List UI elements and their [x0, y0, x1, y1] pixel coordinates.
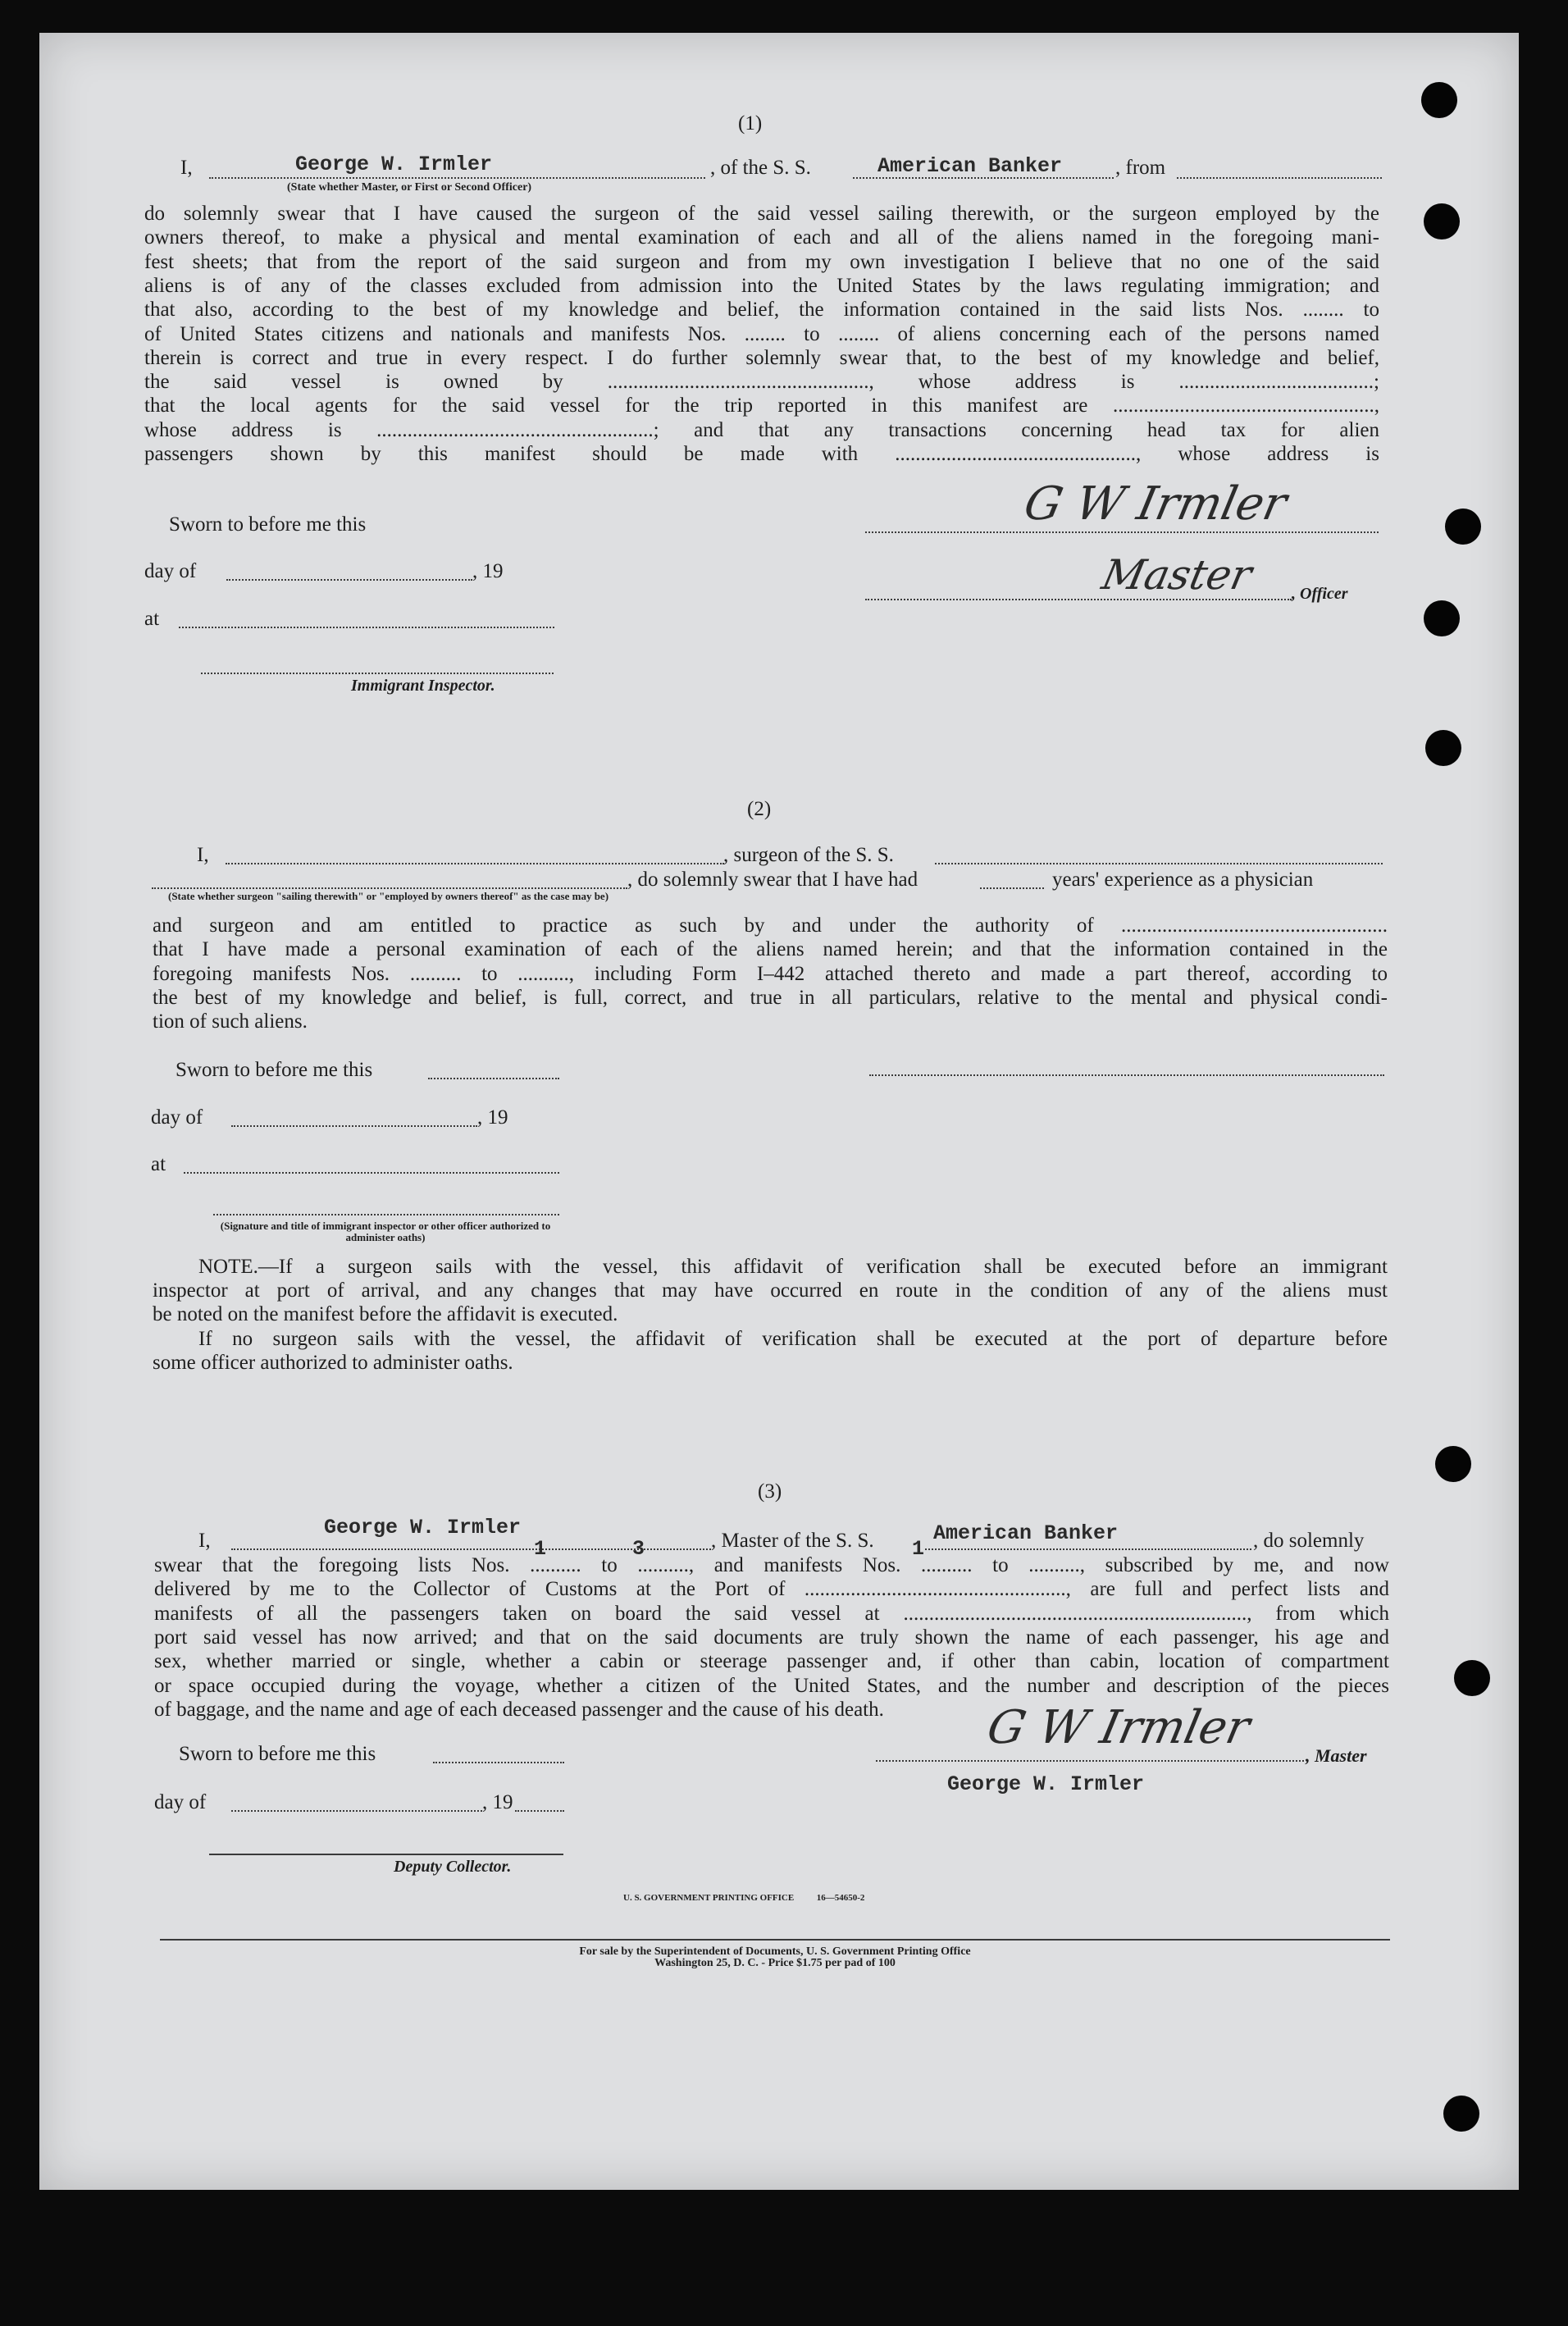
punch-hole	[1424, 600, 1460, 636]
year-label-1: , 19	[472, 560, 504, 582]
body-line: foregoing manifests Nos. .......... to .........., including Form I–442 attached thereto and made a part thereof, according to	[153, 962, 1388, 985]
day-of-label-2: day of	[151, 1106, 203, 1129]
punch-hole	[1421, 82, 1457, 118]
note-line-2: inspector at port of arrival, and any changes that may have occurred en route in the condition of any of the aliens must	[153, 1279, 1388, 1302]
master-name-3: George W. Irmler	[324, 1516, 522, 1539]
body-line: passengers shown by this manifest should be made with ..............................................., whose address is	[144, 443, 1379, 465]
punch-hole	[1443, 2096, 1479, 2132]
year-label-3: , 19	[482, 1791, 513, 1813]
section2-caption: (State whether surgeon "sailing therewith" or "employed by owners thereof" as the case may be)	[168, 890, 609, 902]
body-line: or space occupied during the voyage, whether a citizen of the United States, and the number and description of the pieces	[154, 1674, 1389, 1697]
body-line: that the local agents for the said vessel for the trip reported in this manifest are ...................................................,	[144, 395, 1379, 417]
body-line: aliens is of any of the classes excluded from admission into the United States by the laws regulating immigration; and	[144, 274, 1379, 297]
master-signature-1: G W Irmler	[1019, 477, 1292, 531]
year-label-2: , 19	[477, 1106, 508, 1129]
body-line: the best of my knowledge and belief, is full, correct, and true in all particulars, relative to the mental and physical condi-	[153, 986, 1388, 1009]
inspector-label: Immigrant Inspector.	[351, 677, 495, 695]
sworn-label-2: Sworn to before me this	[175, 1059, 373, 1081]
master-label: , Master	[1306, 1745, 1367, 1766]
body-line: that I have made a personal examination of each of the aliens named herein; and that the information contained in the	[153, 938, 1388, 961]
section1-caption: (State whether Master, or First or Second Officer)	[287, 181, 532, 194]
master-title-handwritten: Master	[1097, 551, 1256, 599]
sale-line-2: Washington 25, D. C. - Price $1.75 per pad of 100	[654, 1957, 896, 1969]
body-line: of baggage, and the name and age of each deceased passenger and the cause of his death.	[154, 1698, 884, 1721]
section1-prefix: I,	[180, 157, 193, 179]
sale-line-1: For sale by the Superintendent of Documents, U. S. Government Printing Office	[579, 1945, 971, 1958]
body-line: that also, according to the best of my knowledge and belief, the information contained in the said lists Nos. ........ to	[144, 299, 1379, 322]
note2-line-1: If no surgeon sails with the vessel, the affidavit of verification shall be executed at the port of departure before	[198, 1328, 1388, 1350]
note-line-1: NOTE.—If a surgeon sails with the vessel, this affidavit of verification shall be executed before an immigrant	[198, 1256, 1388, 1278]
body-line: sex, whether married or single, whether a cabin or steerage passenger and, if other than cabin, location of compartment	[154, 1650, 1389, 1673]
punch-hole	[1425, 730, 1461, 766]
punch-hole	[1445, 509, 1481, 545]
note2-line-2: some officer authorized to administer oaths.	[153, 1352, 513, 1374]
do-solemnly-label: , do solemnly	[1253, 1530, 1365, 1552]
body-line: delivered by me to the Collector of Customs at the Port of ..................................................., are full and perfect lists and	[154, 1578, 1389, 1601]
surgeon-of-label: , surgeon of the S. S.	[723, 844, 894, 866]
years-label: years' experience as a physician	[1052, 869, 1314, 891]
body-line: fest sheets; that from the report of the said surgeon and from my own investigation I believe that no one of the said	[144, 250, 1379, 273]
manifest-from: 1	[912, 1537, 925, 1561]
body-line: of United States citizens and nationals and manifests Nos. ........ to ........ of aliens concerning each of the persons named	[144, 322, 1379, 345]
master-of-label: , Master of the S. S.	[711, 1530, 874, 1552]
day-of-label-3: day of	[154, 1791, 207, 1813]
body-line: port said vessel has now arrived; and that on the said documents are truly shown the name of each passenger, his age and	[154, 1626, 1389, 1649]
master-signature-3: G W Irmler	[982, 1701, 1255, 1754]
vessel-name-3: American Banker	[933, 1521, 1119, 1545]
from-label: , from	[1115, 157, 1166, 179]
section3-number: (3)	[758, 1480, 782, 1503]
note-line-3: be noted on the manifest before the affidavit is executed.	[153, 1303, 618, 1325]
at-label-2: at	[151, 1153, 166, 1175]
section2-number: (2)	[747, 798, 772, 820]
vessel-name: American Banker	[877, 154, 1063, 178]
typed-name: George W. Irmler	[947, 1772, 1145, 1796]
body-line: and surgeon and am entitled to practice as such by and under the authority of ....................................................	[153, 914, 1388, 937]
body-line: tion of such aliens.	[153, 1010, 308, 1033]
officer-label: , Officer	[1292, 585, 1348, 603]
master-name: George W. Irmler	[295, 153, 493, 176]
body-line: do solemnly swear that I have caused the surgeon of the said vessel sailing therewith, or the surgeon employed by the	[144, 203, 1379, 225]
at-label-1: at	[144, 608, 160, 630]
body-line: manifests of all the passengers taken on board the said vessel at ..................................................................., from which	[154, 1602, 1389, 1625]
body-line: whose address is ......................................................; and that any transactions concerning head tax for alien	[144, 418, 1379, 441]
punch-hole	[1454, 1660, 1490, 1696]
body-line: swear that the foregoing lists Nos. .......... to .........., and manifests Nos. .......... to .........., subscribed by me, and now	[154, 1554, 1389, 1576]
body-line: owners thereof, to make a physical and mental examination of each and all of the aliens named in the foregoing mani-	[144, 226, 1379, 249]
body-line: the said vessel is owned by ..................................................., whose address is ......................................;	[144, 371, 1379, 394]
list-from: 1	[534, 1537, 547, 1561]
sworn-label-3: Sworn to before me this	[179, 1743, 376, 1765]
section3-prefix: I,	[198, 1530, 211, 1552]
of-ss-label: , of the S. S.	[710, 157, 811, 179]
day-of-label-1: day of	[144, 560, 197, 582]
punch-hole	[1424, 203, 1460, 239]
section2-sig-caption: (Signature and title of immigrant inspector or other officer authorized to administer oaths)	[220, 1220, 551, 1244]
swear-label: , do solemnly swear that I have had	[627, 869, 918, 891]
punch-hole	[1435, 1446, 1471, 1482]
collector-label: Deputy Collector.	[394, 1858, 512, 1876]
list-to: 3	[632, 1537, 645, 1561]
section1-number: (1)	[738, 112, 763, 135]
gpo-line: U. S. GOVERNMENT PRINTING OFFICE 16—54650-2	[623, 1893, 865, 1903]
section2-prefix: I,	[197, 844, 209, 866]
body-line: therein is correct and true in every respect. I do further solemnly swear that, to the best of my knowledge and belief,	[144, 346, 1379, 369]
sworn-label-1: Sworn to before me this	[169, 513, 367, 536]
